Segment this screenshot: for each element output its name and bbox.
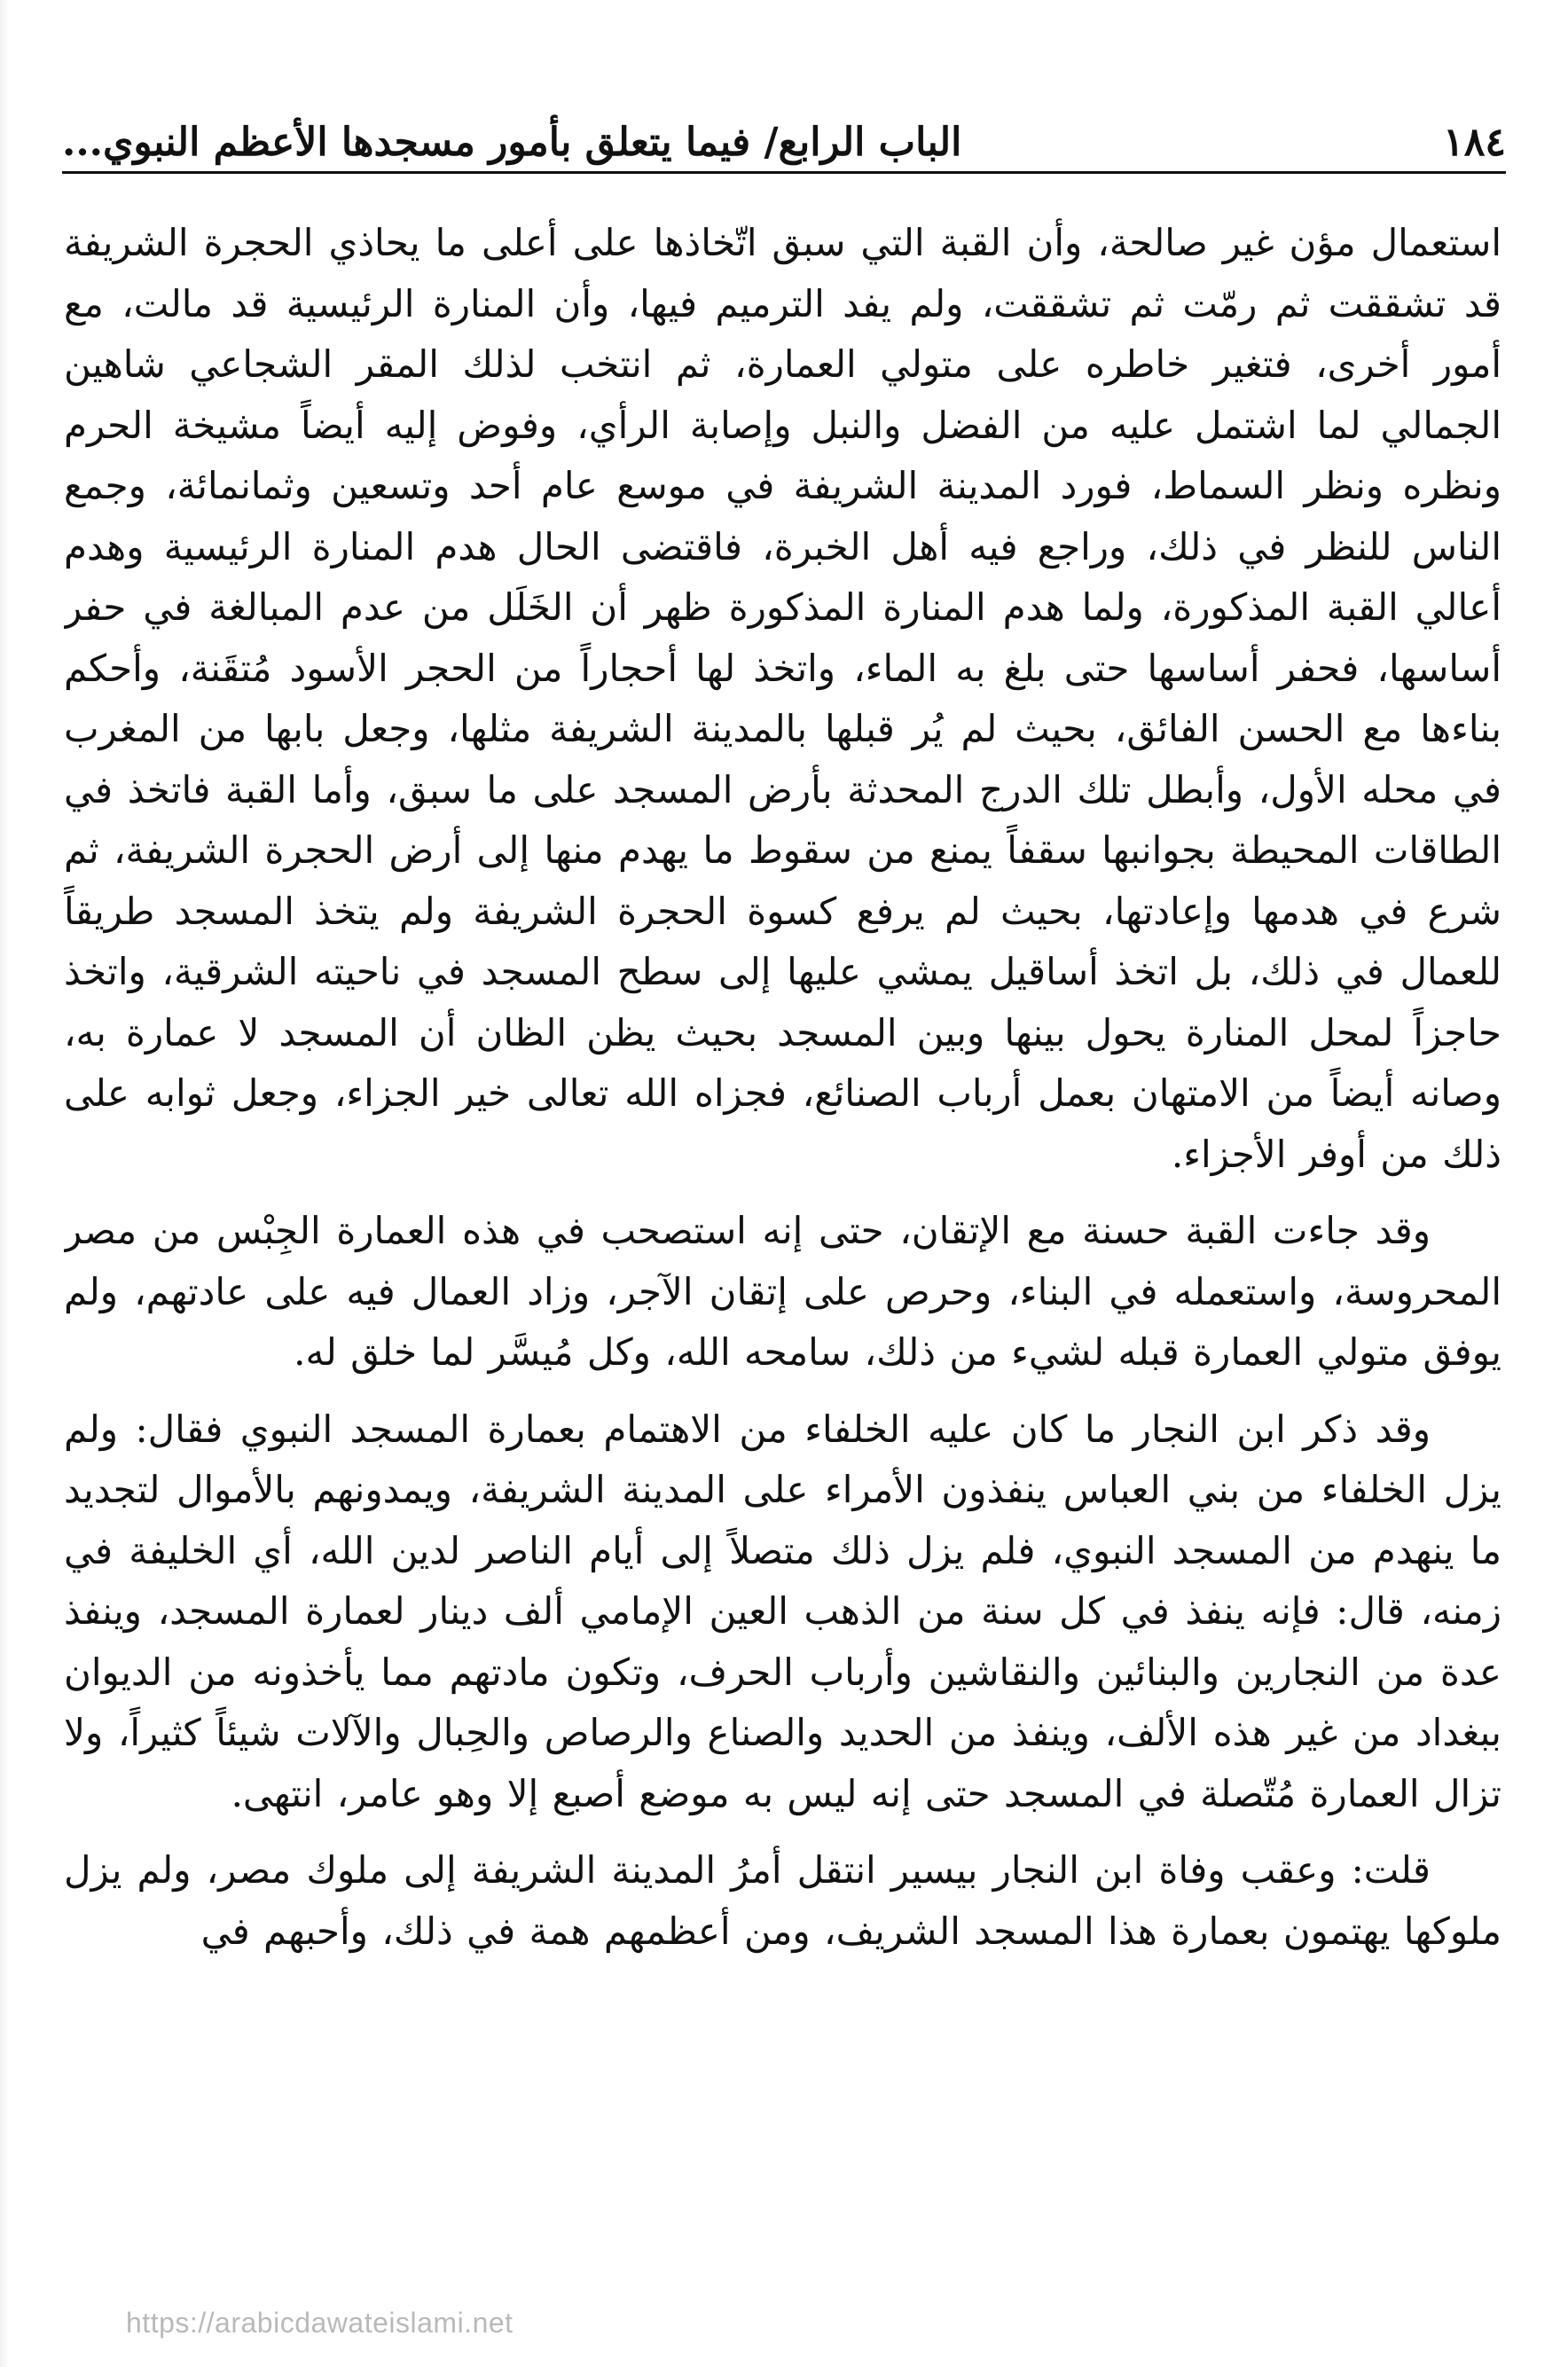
running-header: [62, 110, 1506, 174]
paragraph-1: استعمال مؤن غير صالحة، وأن القبة التي سبق اتّخاذها على أعلى ما يحاذي الحجرة الشريفة قد تشققت ثم رمّت ثم تشققت، ولم يفد الترميم فيها، وأن المنارة الرئيسية قد مالت، مع أمور أخرى، فتغير خاطره على متولي العمارة، ثم انتخب لذلك المقر الشجاعي شاهين الجمالي لما اشتمل عليه من الفضل والنبل وإصابة الرأي، وفوض إليه أيضاً مشيخة الحرم ونظره ونظر السماط، فورد المدينة الشريفة في موسع عام أحد وتسعين وثمانمائة، وجمع الناس للنظر في ذلك، وراجع فيه أهل الخبرة، فاقتضى الحال هدم المنارة الرئيسية وهدم أعالي القبة المذكورة، ولما هدم المنارة المذكورة ظهر أن الخَلَل من عدم المبالغة في حفر أساسها، فحفر أساسها حتى بلغ به الماء، واتخذ لها أحجاراً من الحجر الأسود مُتقَنة، وأحكم بناءها مع الحسن الفائق، بحيث لم يُر قبلها بالمدينة الشريفة مثلها، وجعل بابها من المغرب في محله الأول، وأبطل تلك الدرج المحدثة بأرض المسجد على ما سبق، وأما القبة فاتخذ في الطاقات المحيطة بجوانبها سقفاً يمنع من سقوط ما يهدم منها إلى أرض الحجرة الشريفة، ثم شرع في هدمها وإعادتها، بحيث لم يرفع كسوة الحجرة الشريفة ولم يتخذ المسجد طريقاً للعمال في ذلك، بل اتخذ أساقيل يمشي عليها إلى سطح المسجد في ناحيته الشرقية، واتخذ حاجزاً لمحل المنارة يحول بينها وبين المسجد بحيث يظن الظان أن المسجد لا عمارة به، وصانه أيضاً من الامتهان بعمل أرباب الصنائع، فجزاه الله تعالى خير الجزاء، وجعل ثوابه على ذلك من أوفر الأجزاء.: [64, 221, 1501, 1176]
chapter-title: الباب الرابع/ فيما يتعلق بأمور مسجدها الأعظم النبوي...: [62, 120, 962, 165]
page-body: [64, 213, 1501, 2337]
page-number: ١٨٤: [1443, 120, 1506, 165]
paragraph-4: قلت: وعقب وفاة ابن النجار بيسير انتقل أمرُ المدينة الشريفة إلى ملوك مصر، ولم يزل ملوكها يهتمون بعمارة هذا المسجد الشريف، ومن أعظمهم همة في ذلك، وأحبهم في: [64, 1848, 1501, 1953]
paragraph-3: وقد ذكر ابن النجار ما كان عليه الخلفاء من الاهتمام بعمارة المسجد النبوي فقال: ولم يزل الخلفاء من بني العباس ينفذون الأمراء على المدينة الشريفة، ويمدونهم بالأموال لتجديد ما ينهدم من المسجد النبوي، فلم يزل ذلك متصلاً إلى أيام الناصر لدين الله، أي الخليفة في زمنه، قال: فإنه ينفذ في كل سنة من الذهب العين الإمامي ألف دينار لعمارة المسجد، وينفذ عدة من النجارين والبنائين والنقاشين وأرباب الحرف، وتكون مادتهم مما يأخذونه من الديوان ببغداد من غير هذه الألف، وينفذ من الحديد والصناع والرصاص والحِبال والآلات شيئاً كثيراً، ولا تزال العمارة مُتّصلة في المسجد حتى إنه ليس به موضع أصبع إلا وهو عامر، انتهى.: [64, 1407, 1501, 1815]
website-watermark: https://arabicdawateislami.net: [126, 2307, 514, 2339]
paragraph-2: وقد جاءت القبة حسنة مع الإتقان، حتى إنه استصحب في هذه العمارة الجِبْس من مصر المحروسة، واستعمله في البناء، وحرص على إتقان الآجر، وزاد العمال فيه على عادتهم، ولم يوفق متولي العمارة قبله لشيء من ذلك، سامحه الله، وكل مُيسَّر لما خلق له.: [64, 1209, 1501, 1374]
page-edge-shadow: [0, 0, 9, 2367]
